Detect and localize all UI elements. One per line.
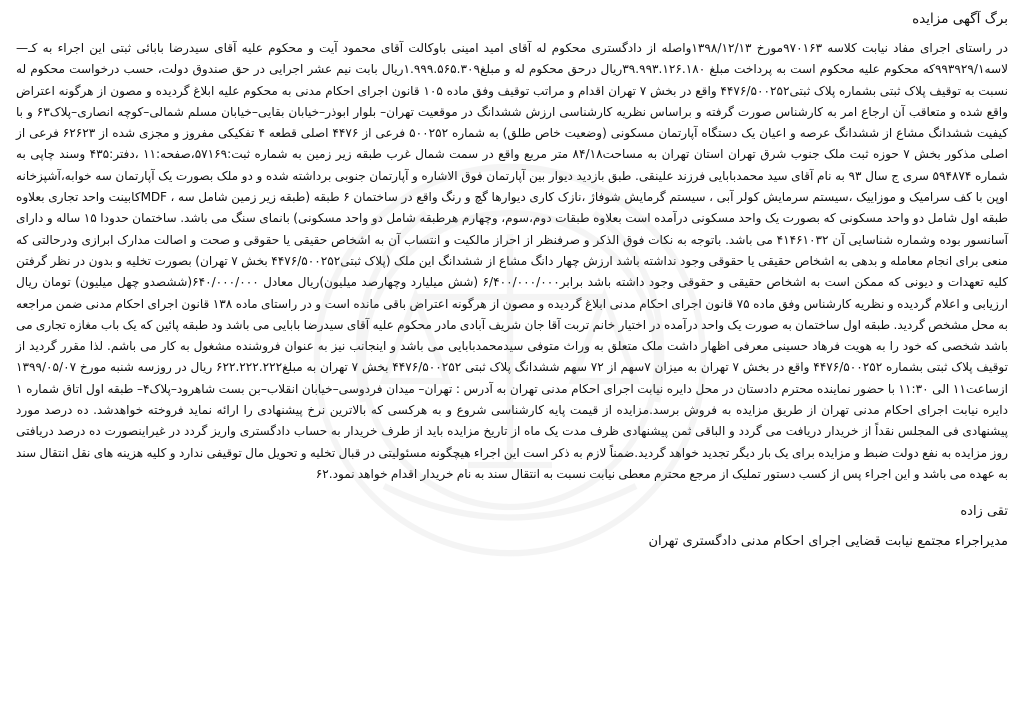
notice-title: برگ آگهی مزایده [912, 11, 1008, 27]
issuing-organization: مدیراجراء مجتمع نیابت قضایی اجرای احکام مدنی دادگستری تهران [648, 534, 1008, 550]
notice-body: در راستای اجرای مفاد نیابت کلاسه ۹۷۰۱۶۳مورخ ۱۳۹۸/۱۲/۱۳واصله از دادگستری محکوم له آقای امید امینی باوکالت آقای محمود آیت و محکوم علیه آقای سیدرضا بابائی ثبتی این اجراء به کـ—لاسه۹۹۳۹۲۹/۱که محکوم علیه محکوم است به پرداخت مبلغ ۳۹.۹۹۳.۱۲۶.۱۸۰ریال درحق محکوم له و مبلغ۱.۹۹۹.۵۶۵.۳۰۹ریال بابت نیم عشر اجرایی در حق صندوق دولت، حسب درخواست محکوم له نسبت به توقیف پلاک ثبتی بشماره پلاک ثبتی۴۴۷۶/۵۰۰۲۵۲ واقع در بخش ۷ تهران اقدام و مراتب توقیف وفق ماده ۱۰۵ قانون اجرای احکام مدنی به محکوم علیه ابلاغ گردیده و مصون از هرگونه اعتراض واقع شده و متعاقب آن ارجاع امر به کارشناس صورت گرفته و براساس نظریه کارشناسی ارزش ششدانگ در موقعیت تهران– بلوار ابوذر–خیابان بقایی–خیابان مسلم شمالی–کوچه انصاری–پلاک۶۳ و با کیفیت ششدانگ مشاع از ششدانگ عرصه و اعیان یک دستگاه آپارتمان مسکونی (وضعیت خاص طلق) به شماره ۵۰۰۲۵۲ فرعی از ۴۴۷۶ اصلی قطعه ۴ تفکیکی مفروز و مجزی شده از ۶۲۶۲۳ فرعی از اصلی مذکور بخش ۷ حوزه ثبت ملک جنوب شرق تهران استان تهران به مساحت۸۴/۱۸ متر مربع واقع در سمت شمال غرب طبقه زیر زمین به شماره ثبت:۵۷۱۶۹،صفحه:۱۱ ،دفتر:۴۳۵ وسند چاپی به شماره ۵۹۴۸۷۴ سری ج سال ۹۳ به نام آقای سید محمدبابایی فرزند علینقی. طبق بازدید دیوار بین آپارتمان فوق الاشاره و آپارتمان جنوبی برداشته شده و دو ملک بصورت یک آپارتمان سه خوابه،آشپزخانه اوپن با کف سرامیک و موزاییک ،سیستم سرمایش کولر آبی ، سیستم گرمایش شوفاژ ،نازک کاری دیوارها گچ و رنگ واقع در ساختمان ۶ طبقه (طبقه زیر زمین شامل سه ، MDFکابینت واحد تجاری بعلاوه طبقه اول شامل دو واحد مسکونی که بصورت یک واحد مسکونی درآمده است بعلاوه طبقات دوم،سوم، وچهارم هرطبقه شامل دو واحد مسکونی) بانمای سنگ می باشد. ساختمان حدودا ۱۵ ساله و دارای آسانسور بوده وشماره شناسایی آن ۴۱۴۶۱۰۳۲ می باشد. باتوجه به نکات فوق الذکر و صرفنظر از احراز مالکیت و انتساب آن به اشخاص حقیقی یا حقوقی و صحت و اصالت مدارک ابرازی ودرحالتی که منعی برای انجام معامله و بدهی به اشخاص حقیقی یا حقوقی وجود نداشته باشد ارزش چهار دانگ مشاع از ششدانگ این ملک (پلاک ثبتی۴۴۷۶/۵۰۰۲۵۲ بخش ۷ تهران) بصورت تخلیه و بدون در نظر گرفتن کلیه تعهدات و دیونی که ممکن است به اشخاص حقیقی و حقوقی وجود داشته باشد برابر۶/۴۰۰/۰۰۰/۰۰۰ (شش میلیارد وچهارصد میلیون)ریال معادل ۶۴۰/۰۰۰/۰۰۰(ششصدو چهل میلیون) تومان ریال ارزیابی و اعلام گردیده و نظریه کارشناس وفق ماده ۷۵ قانون اجرای احکام مدنی ابلاغ گردیده و مصون از هرگونه اعتراض باقی مانده است و در راستای ماده ۱۳۸ قانون اجرای احکام مدنی ضمن مراجعه به محل مشخص گردید. طبقه اول ساختمان به صورت یک واحد درآمده در اختیار خانم تربت آقا جان شریف آبادی مادر محکوم علیه آقای سیدرضا بابایی می باشد ود طبقه پائین که یک باب مغازه تجاری می باشد شخصی که خود را به هویت فرهاد حسینی معرفی اظهار داشت ملک متعلق به وراث متوفی سیدمحمدبابایی می باشد و اینجانب نیز به عنوان فروشنده مشغول به کار می باشم. لذا مقرر گردید از توقیف پلاک ثبتی بشماره ۴۴۷۶/۵۰۰۲۵۲ واقع در بخش ۷ تهران به میزان ۷سهم از ۷۲ سهم ششدانگ پلاک ثبتی ۴۴۷۶/۵۰۰۲۵۲ بخش ۷ تهران به مبلغ۶۲۲.۲۲۲.۲۲۲ ریال در روزسه شنبه مورخ ۱۳۹۹/۰۵/۰۷ ازساعت۱۱ الی ۱۱:۳۰ با حضور نماینده محترم دادستان در محل دایره نیابت اجرای احکام مدنی تهران به آدرس : تهران– میدان فردوسی–خیابان انقلاب–بن بست شاهرود–پلاک۴– طبقه اول اتاق شماره ۱ دایره نیابت اجرای احکام مدنی تهران از طریق مزایده به فروش برسد.مزایده از قیمت پایه کارشناسی شروع و به هرکسی که بالاترین نرخ پیشنهادی را ارائه نماید فروخته خواهدشد. ده درصد مورد پیشنهادی فی المجلس نقداً از خریدار دریافت می گردد و الباقی ثمن پیشنهادی ظرف مدت یک ماه از تاریخ مزایده باید از طرف خریدار به حساب دادگستری واریز گردد در غیراینصورت ده درصد دریافتی روز مزایده به نفع دولت ضبط و مزایده برای یک بار دیگر تجدید خواهد گردید.ضمناً لازم به ذکر است این اجراء هیچگونه مسئولیتی در قبال تخلیه و تحویل مال توقیفی ندارد و کلیه هزینه های نقل انتقال سند به عهده می باشد و این اجراء پس از کسب دستور تملیک از مرجع محترم معطی نیابت نسبت به انتقال سند به نام خریدار اقدام خواهد نمود.۶۲ [16, 41, 1009, 481]
signer-name: تقی زاده [960, 504, 1008, 520]
